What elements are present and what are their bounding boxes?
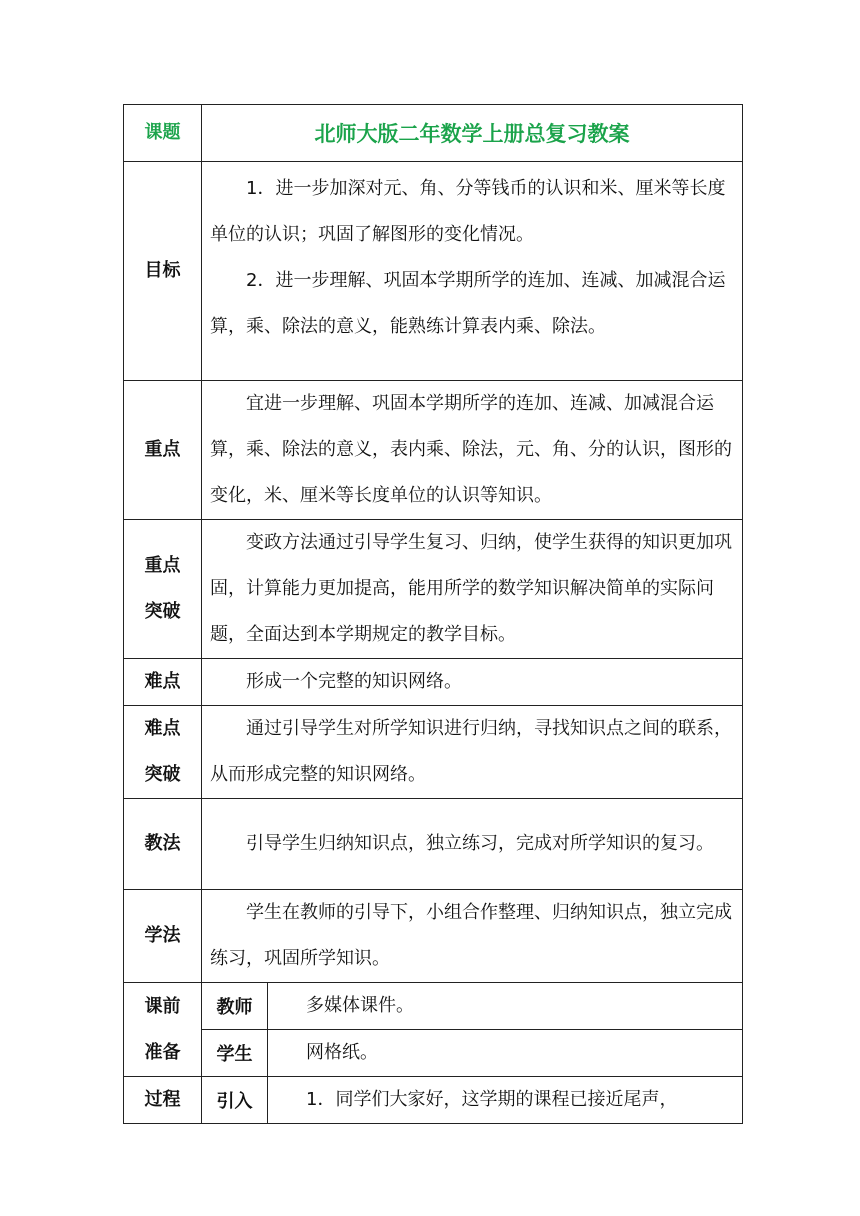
learning-method-text: 学生在教师的引导下，小组合作整理、归纳知识点，独立完成练习，巩固所学知识。	[210, 902, 732, 969]
teacher-text: 多媒体课件。	[306, 995, 414, 1016]
goal-item-2: 2．进一步理解、巩固本学期所学的连加、连减、加减混合运算，乘、除法的意义，能熟练计算表内乘、除法。	[210, 270, 726, 337]
title-row	[124, 105, 743, 162]
difficulty-breakthrough-content	[202, 706, 743, 799]
document-title: 北师大版二年数学上册总复习教案	[202, 105, 743, 162]
preparation-teacher-row	[124, 983, 743, 1030]
teacher-content	[268, 983, 743, 1030]
teaching-method-label: 教法	[124, 799, 202, 890]
teaching-method-text: 引导学生归纳知识点，独立练习，完成对所学知识的复习。	[246, 833, 714, 854]
preparation-label-line1: 课前	[144, 995, 181, 1017]
learning-method-content	[202, 890, 743, 983]
preparation-student-row	[124, 1030, 743, 1077]
intro-text: 1．同学们大家好，这学期的课程已接近尾声，	[306, 1089, 678, 1110]
difficulty-breakthrough-label-line2: 突破	[144, 764, 181, 785]
lesson-plan-table	[123, 104, 743, 1124]
key-breakthrough-label-line2: 突破	[144, 601, 181, 622]
key-breakthrough-content	[202, 520, 743, 659]
student-text: 网格纸。	[306, 1042, 378, 1063]
student-label: 学生	[202, 1030, 268, 1077]
difficulty-breakthrough-label-line1: 难点	[144, 718, 181, 739]
goal-content	[202, 162, 743, 381]
teacher-label: 教师	[202, 983, 268, 1030]
key-point-content	[202, 381, 743, 520]
key-breakthrough-label	[124, 520, 202, 659]
key-breakthrough-label-line1: 重点	[144, 555, 181, 576]
goal-label: 目标	[124, 162, 202, 381]
learning-method-row	[124, 890, 743, 983]
key-point-row	[124, 381, 743, 520]
process-row	[124, 1077, 743, 1124]
process-label: 过程	[124, 1077, 202, 1124]
intro-content	[268, 1077, 743, 1124]
teaching-method-row	[124, 799, 743, 890]
difficulty-row	[124, 659, 743, 706]
key-breakthrough-text: 变政方法通过引导学生复习、归纳，使学生获得的知识更加巩固，计算能力更加提高，能用所学的数学知识解决简单的实际问题，全面达到本学期规定的教学目标。	[210, 532, 732, 645]
key-point-label: 重点	[124, 381, 202, 520]
key-point-text: 宜进一步理解、巩固本学期所学的连加、连减、加减混合运算，乘、除法的意义，表内乘、除法，元、角、分的认识，图形的变化，米、厘米等长度单位的认识等知识。	[210, 393, 732, 506]
difficulty-label: 难点	[124, 659, 202, 706]
title-label: 课题	[124, 105, 202, 162]
intro-label: 引入	[202, 1077, 268, 1124]
preparation-label	[124, 983, 202, 1077]
difficulty-text: 形成一个完整的知识网络。	[246, 671, 462, 692]
key-breakthrough-row	[124, 520, 743, 659]
learning-method-label: 学法	[124, 890, 202, 983]
student-content	[268, 1030, 743, 1077]
difficulty-breakthrough-text: 通过引导学生对所学知识进行归纳，寻找知识点之间的联系，从而形成完整的知识网络。	[210, 718, 732, 785]
preparation-label-line2: 准备	[144, 1041, 181, 1063]
goal-row	[124, 162, 743, 381]
difficulty-breakthrough-row	[124, 706, 743, 799]
difficulty-breakthrough-label	[124, 706, 202, 799]
teaching-method-content	[202, 799, 743, 890]
goal-item-1: 1．进一步加深对元、角、分等钱币的认识和米、厘米等长度单位的认识；巩固了解图形的变化情况。	[210, 178, 726, 245]
difficulty-content	[202, 659, 743, 706]
